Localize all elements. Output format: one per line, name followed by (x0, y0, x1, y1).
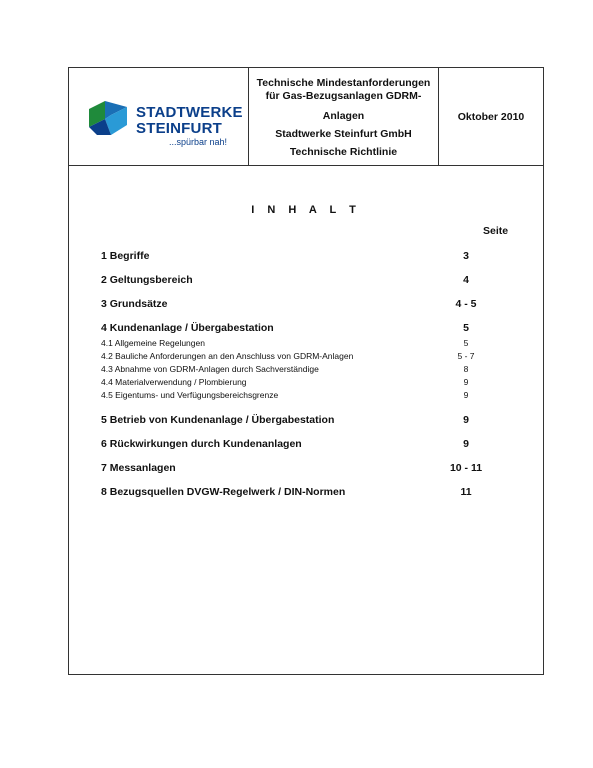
toc-subentry-label: 4.2 Bauliche Anforderungen an den Anschluss von GDRM-Anlagen (101, 351, 354, 361)
toc-entry-label: 3 Grundsätze (101, 298, 168, 310)
toc-subentry-label: 4.4 Materialverwendung / Plombierung (101, 377, 247, 387)
toc-entry-page: 11 (460, 486, 472, 498)
toc-page-column-header: Seite (483, 225, 509, 237)
toc-entry-label: 6 Rückwirkungen durch Kundenanlagen (101, 438, 302, 450)
logo-wordmark-line2: STEINFURT (136, 120, 222, 137)
toc-heading: I N H A L T (251, 204, 361, 216)
toc-entry-page: 9 (463, 414, 469, 426)
toc-subentry-label: 4.3 Abnahme von GDRM-Anlagen durch Sachverständige (101, 364, 319, 374)
logo-slogan: ...spürbar nah! (169, 137, 228, 147)
toc-entry-label: 5 Betrieb von Kundenanlage / Übergabestation (101, 414, 335, 426)
toc-subentry-page: 9 (463, 377, 469, 387)
toc-subentry-page: 8 (463, 364, 469, 374)
toc-subentry-label: 4.5 Eigentums- und Verfügungsbereichsgrenze (101, 390, 279, 400)
toc-entry-label: 4 Kundenanlage / Übergabestation (101, 322, 274, 334)
toc-entry-page: 10 - 11 (449, 462, 483, 474)
toc-subentry-page: 9 (463, 390, 469, 400)
toc-entry-label: 7 Messanlagen (101, 462, 176, 474)
toc-subentry-label: 4.1 Allgemeine Regelungen (101, 338, 205, 348)
toc-entry-label: 1 Begriffe (101, 250, 150, 262)
document-type: Technische Richtlinie (289, 146, 398, 158)
stadtwerke-logo-icon (85, 99, 131, 139)
title-cell (249, 68, 439, 165)
toc-entry-page: 4 (463, 274, 469, 286)
toc-subentry-page: 5 - 7 (457, 351, 475, 361)
logo-wordmark-line1: STADTWERKE (136, 104, 243, 121)
toc-entry-page: 3 (463, 250, 469, 262)
toc-entry-label: 2 Geltungsbereich (101, 274, 193, 286)
date-cell (439, 68, 543, 165)
company-name: Stadtwerke Steinfurt GmbH (275, 128, 412, 140)
document-header (69, 68, 543, 166)
document-title: Technische Mindestanforderungen für Gas-Bezugsanlagen GDRM- (256, 77, 431, 102)
document-frame (68, 67, 544, 675)
toc-entry-label: 8 Bezugsquellen DVGW-Regelwerk / DIN-Normen (101, 486, 346, 498)
document-date: Oktober 2010 (457, 110, 525, 123)
toc-subentry-page: 5 (463, 338, 469, 348)
logo-cell (69, 68, 249, 165)
document-title-continued: Anlagen (322, 110, 365, 122)
toc-entry-page: 5 (463, 322, 469, 334)
toc-entry-page: 9 (463, 438, 469, 450)
toc-entry-page: 4 - 5 (455, 298, 477, 310)
